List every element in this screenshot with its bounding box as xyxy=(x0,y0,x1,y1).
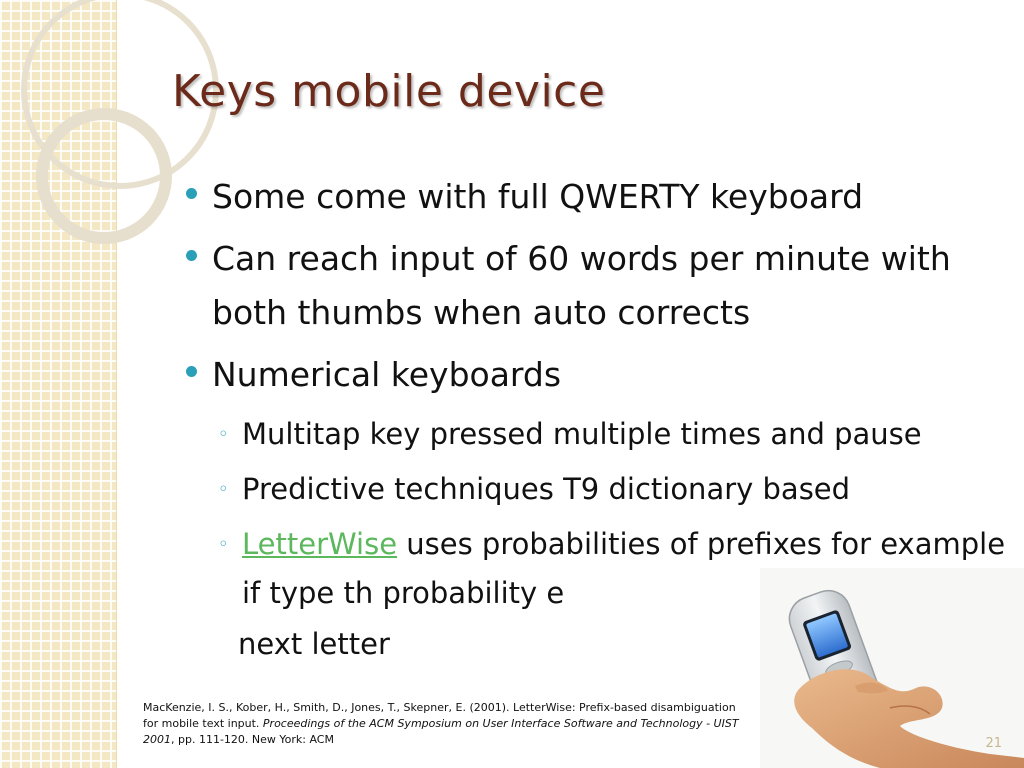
sub-bullet-text: Predictive techniques T9 dictionary based xyxy=(242,472,851,506)
bullet-text: Some come with full QWERTY keyboard xyxy=(212,177,864,216)
bullet-item xyxy=(186,232,1006,340)
bullet-item xyxy=(186,348,1006,402)
hollow-circle-bullet-icon: ◦ xyxy=(218,424,229,445)
slide-title: Keys mobile device xyxy=(172,66,606,117)
bullet-text: Can reach input of 60 words per minute with both thumbs when auto corrects xyxy=(212,239,951,332)
slide-number: 21 xyxy=(985,736,1002,751)
bullet-dot-icon xyxy=(186,188,197,199)
sub-bullet-item xyxy=(186,465,1006,514)
citation xyxy=(143,700,743,748)
sub-bullet-text: uses probabilities of prefixes for example if type th probability e xyxy=(242,527,1006,610)
sub-bullet-text: Multitap key pressed multiple times and pause xyxy=(242,417,922,451)
bullet-text: Numerical keyboards xyxy=(212,355,562,394)
citation-authors: MacKenzie, I. S., Kober, H., Smith, D., Jones, T., Skepner, E. (2001). LetterWise: Prefix-based disambiguation for mobile text input. xyxy=(143,701,736,730)
hollow-circle-bullet-icon: ◦ xyxy=(218,534,229,555)
decorative-grid-strip xyxy=(0,0,117,768)
citation-venue: Proceedings of the ACM Symposium on User Interface Software and Technology - UIST 2001 xyxy=(143,717,739,746)
bullet-item xyxy=(186,170,1006,224)
phone-in-hand-photo xyxy=(760,568,1024,768)
citation-pages: , pp. 111-120. New York: ACM xyxy=(171,733,334,746)
letterwise-link[interactable]: LetterWise xyxy=(242,527,398,561)
sub-bullet-item xyxy=(186,410,1006,459)
bullet-dot-icon xyxy=(186,250,197,261)
bullet-dot-icon xyxy=(186,366,197,377)
hollow-circle-bullet-icon: ◦ xyxy=(218,479,229,500)
continuation-text: next letter xyxy=(238,627,390,661)
